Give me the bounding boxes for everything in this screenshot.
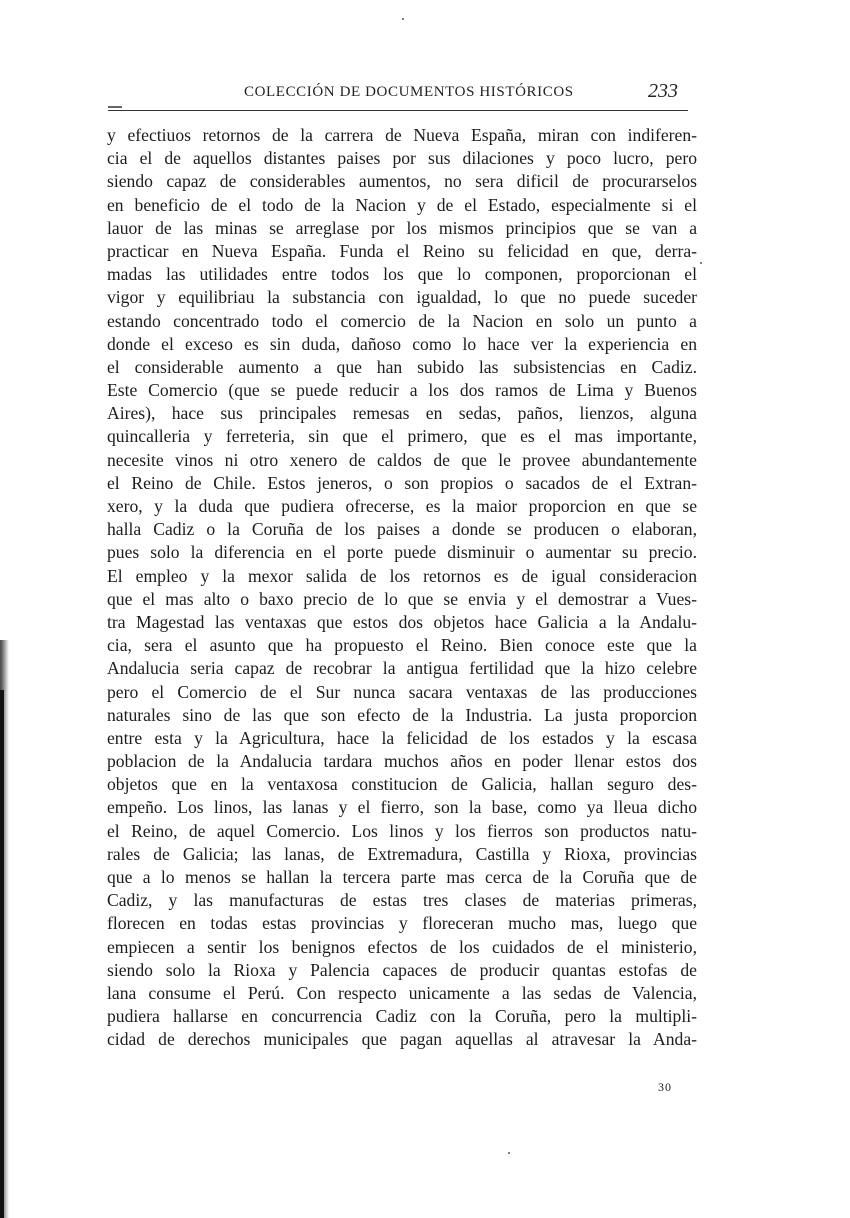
text-line: que a lo menos se hallan la tercera parte mas cerca de la Coruña que de	[107, 867, 697, 887]
text-line: naturales sino de las que son efecto de la Industria. La justa proporcion	[107, 704, 697, 725]
page-number: 233	[648, 80, 678, 102]
text-line: pero el Comercio de el Sur nunca sacara ventaxas de las producciones	[107, 681, 697, 702]
text-line: Andalucia seria capaz de recobrar la antigua fertilidad que la hizo celebre	[107, 658, 697, 679]
text-line: poblacion de la Andalucia tardara muchos años en poder llenar estos dos	[107, 751, 697, 772]
scan-speck	[700, 262, 702, 264]
text-line: lauor de las minas se arreglase por los mismos principios que se van a	[107, 217, 697, 238]
text-line: quincalleria y ferreteria, sin que el primero, que es el mas importante,	[107, 426, 697, 447]
text-line: Este Comercio (que se puede reducir a los dos ramos de Lima y Buenos	[107, 380, 697, 401]
header-dash-mark	[108, 106, 122, 108]
body-text	[107, 124, 697, 1052]
scan-binding-edge	[0, 690, 4, 1218]
text-line: El empleo y la mexor salida de los retornos es de igual consideracion	[107, 565, 697, 586]
text-line: pues solo la diferencia en el porte puede disminuir o aumentar su precio.	[107, 542, 697, 563]
text-line: pudiera hallarse en concurrencia Cadiz con la Coruña, pero la multipli-	[107, 1006, 697, 1027]
text-line: el considerable aumento a que han subido las subsistencias en Cadiz.	[107, 356, 697, 377]
text-line: entre esta y la Agricultura, hace la felicidad de los estados y la escasa	[107, 727, 697, 748]
text-line: rales de Galicia; las lanas, de Extremadura, Castilla y Rioxa, provincias	[107, 843, 697, 864]
text-line: y efectiuos retornos de la carrera de Nueva España, miran con indiferen-	[107, 125, 697, 145]
scan-speck	[402, 18, 404, 20]
text-line: estando concentrado todo el comercio de la Nacion en solo un punto a	[107, 310, 697, 331]
running-header	[108, 80, 686, 110]
text-line: empeño. Los linos, las lanas y el fierro, son la base, como ya lleua dicho	[107, 797, 697, 818]
text-line: cidad de derechos municipales que pagan aquellas al atravesar la Anda-	[107, 1029, 697, 1050]
text-line: Cadiz, y las manufacturas de estas tres clases de materias primeras,	[107, 890, 697, 911]
text-line: halla Cadiz o la Coruña de los paises a donde se producen o elaboran,	[107, 519, 697, 540]
text-line: el Reino de Chile. Estos jeneros, o son propios o sacados de el Extran-	[107, 472, 697, 493]
text-line: madas las utilidades entre todos los que lo componen, proporcionan el	[107, 264, 697, 285]
text-line: lana consume el Perú. Con respecto unicamente a las sedas de Valencia,	[107, 982, 697, 1003]
text-line: donde el exceso es sin duda, dañoso como lo hace ver la experiencia en	[107, 333, 697, 354]
text-line: cia, sera el asunto que ha propuesto el Reino. Bien conoce este que la	[107, 635, 697, 656]
text-line: el Reino, de aquel Comercio. Los linos y los fierros son productos natu-	[107, 820, 697, 841]
text-line: florecen en todas estas provincias y floreceran mucho mas, luego que	[107, 913, 697, 934]
text-line: que el mas alto o baxo precio de lo que se envia y el demostrar a Vues-	[107, 588, 697, 609]
signature-mark: 30	[658, 1080, 672, 1094]
text-line: en beneficio de el todo de la Nacion y de el Estado, especialmente si el	[107, 194, 697, 215]
text-line: objetos que en la ventaxosa constitucion de Galicia, hallan seguro des-	[107, 774, 697, 795]
header-rule	[108, 110, 688, 111]
header-title: COLECCIÓN DE DOCUMENTOS HISTÓRICOS	[244, 84, 574, 100]
text-line: siendo capaz de considerables aumentos, no sera dificil de procurarselos	[107, 171, 697, 192]
text-line: necesite vinos ni otro xenero de caldos de que le provee abundantemente	[107, 449, 697, 470]
text-line: empiecen a sentir los benignos efectos de los cuidados de el ministerio,	[107, 936, 697, 957]
text-line: practicar en Nueva España. Funda el Reino su felicidad en que, derra-	[107, 240, 697, 261]
scan-speck	[508, 1152, 510, 1154]
text-line: cia el de aquellos distantes paises por sus dilaciones y poco lucro, pero	[107, 148, 697, 169]
text-line: siendo solo la Rioxa y Palencia capaces de producir quantas estofas de	[107, 959, 697, 980]
text-line: Aires), hace sus principales remesas en sedas, paños, lienzos, alguna	[107, 403, 697, 424]
text-line: xero, y la duda que pudiera ofrecerse, es la maior proporcion en que se	[107, 496, 697, 516]
text-line: tra Magestad las ventaxas que estos dos objetos hace Galicia a la Andalu-	[107, 611, 697, 632]
text-line: vigor y equilibriau la substancia con igualdad, lo que no puede suceder	[107, 287, 697, 308]
